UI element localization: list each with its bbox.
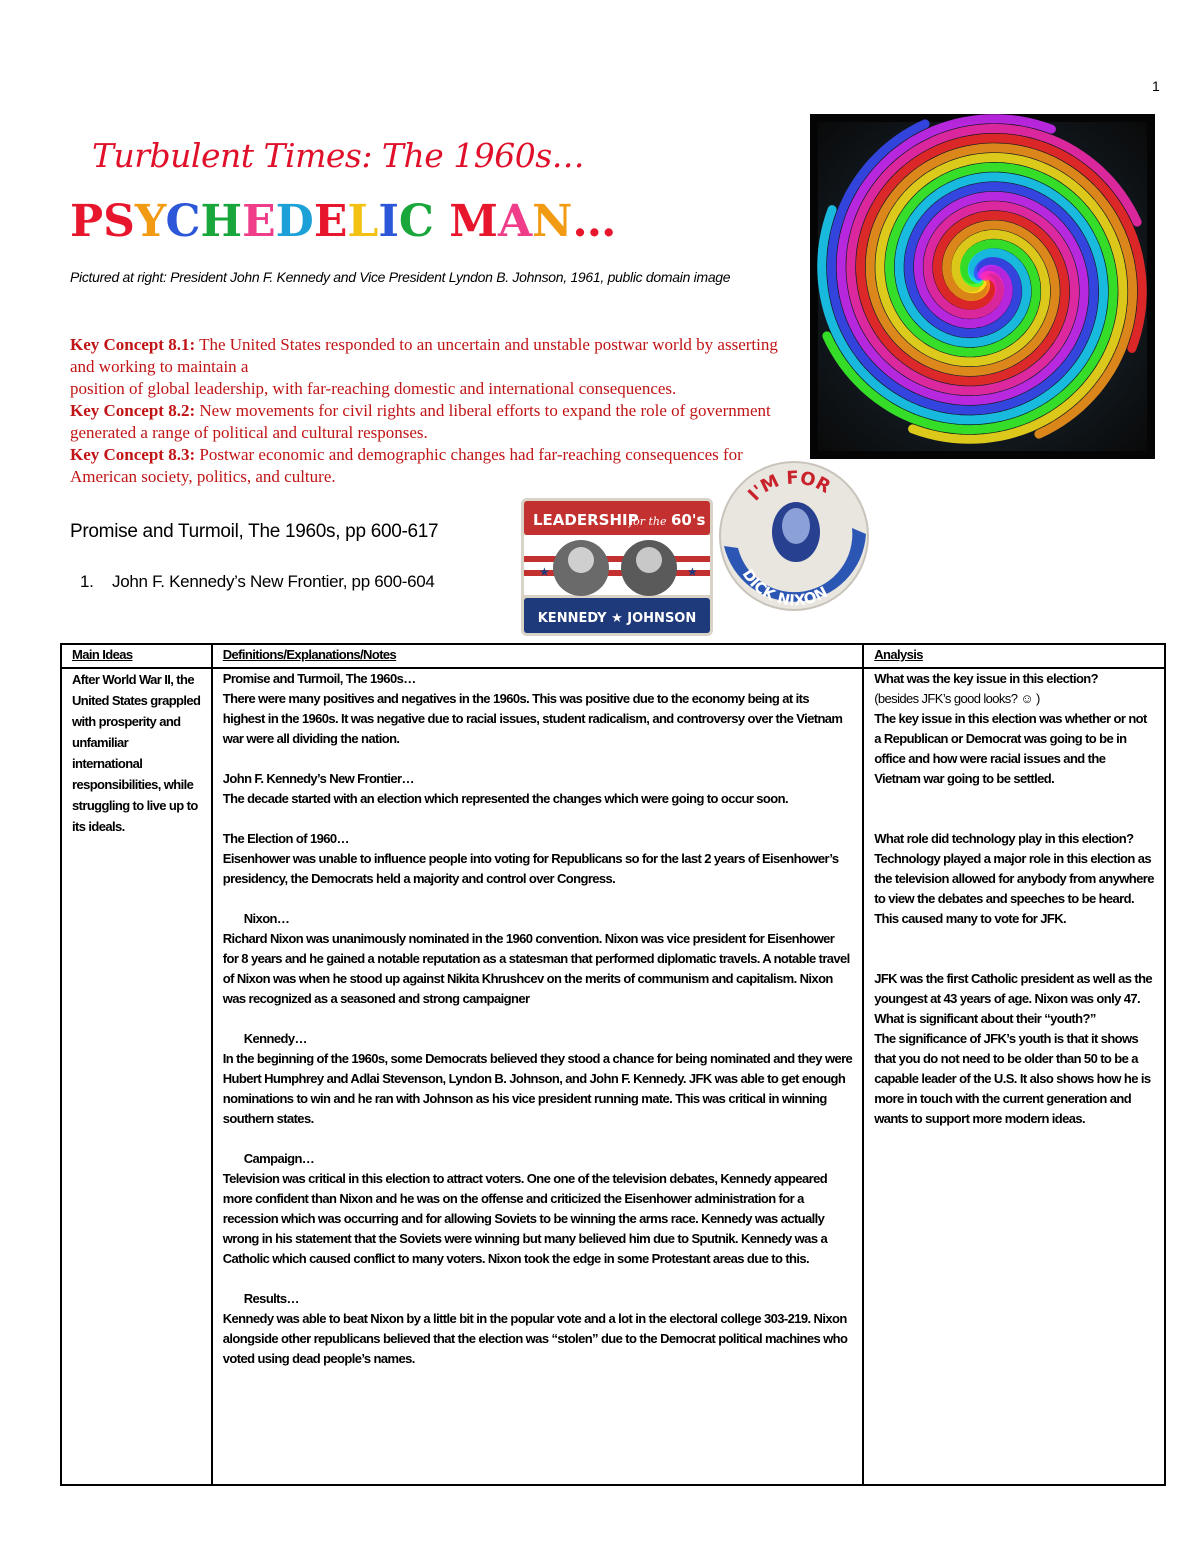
psychedelic-letter [434, 196, 449, 247]
analysis-question: What was the key issue in this election? [874, 671, 1098, 686]
note-heading: Promise and Turmoil, The 1960s… [222, 671, 416, 686]
section-heading: Promise and Turmoil, The 1960s, pp 600-617 [70, 521, 439, 542]
psychedelic-letter: L [347, 196, 379, 247]
analysis-answer: The significance of JFK’s youth is that it shows that you do not need to be older than 50 to be a capable leader of the U.S. It also shows how he is more in touch with the current generation and wants to support more modern ideas. [874, 1031, 1151, 1126]
psychedelic-letter: C [165, 196, 201, 247]
note-section [223, 909, 852, 1009]
poster-leadership-text: LEADERSHIP [533, 511, 639, 529]
psychedelic-letter: C [398, 196, 434, 247]
analysis-aside: (besides JFK’s good looks? ☺ ) [874, 691, 1040, 706]
psychedelic-letter: P [70, 196, 104, 247]
page-number: 1 [1152, 78, 1160, 94]
header-definitions: Definitions/Explanations/Notes [212, 644, 863, 668]
image-caption: Pictured at right: President John F. Kennedy and Vice President Lyndon B. Johnson, 1961, public domain image [70, 269, 731, 285]
note-heading: Campaign… [243, 1151, 315, 1166]
subsection-item: 1. John F. Kennedy’s New Frontier, pp 600-604 [80, 572, 435, 591]
note-section [223, 669, 852, 749]
analysis-question: What role did technology play in this election? [874, 831, 1134, 846]
notes-cell [212, 668, 863, 1485]
note-section [223, 1289, 852, 1369]
psychedelic-letter: … [572, 196, 617, 247]
note-heading: Results… [243, 1291, 299, 1306]
psychedelic-letter: A [497, 196, 533, 247]
analysis-answer: The key issue in this election was whether or not a Republican or Democrat was going to be in office and how were racial issues and the Vietnam war going to be settled. [874, 711, 1147, 786]
poster-60s-text: 60's [671, 511, 706, 529]
psychedelic-letter: M [449, 196, 498, 247]
svg-text:★: ★ [539, 565, 550, 579]
analysis-block [874, 829, 1154, 929]
poster-for-text: for the [629, 515, 667, 528]
header-main-ideas: Main Ideas [61, 644, 212, 668]
note-body: Television was critical in this election to attract voters. One one of the television debates, Kennedy appeared more confident than Nixon and he was on the offense and criticized the Eisenhower administration for a recession which was occurring and for allowing Soviets to be winning the arms race. Kennedy was actually wrong in his statement that the Soviets were winning but many believed him due to Sputnik. Kennedy was a Catholic which caused conflict to many voters. Nixon took the edge in some Protestant areas due to this. [222, 1171, 828, 1266]
analysis-block [874, 669, 1154, 789]
button-dick-nixon-text: DICK NIXON [738, 565, 831, 610]
psychedelic-letter: D [275, 196, 314, 247]
analysis-block [874, 969, 1154, 1129]
key-concepts [70, 334, 800, 488]
svg-text:★: ★ [687, 565, 698, 579]
table-header-row [61, 644, 1165, 668]
note-body: Eisenhower was unable to influence people into voting for Republicans so for the last 2 years of Eisenhower’s presidency, the Democrats held a majority and control over Congress. [222, 851, 839, 886]
note-body: In the beginning of the 1960s, some Democrats believed they stood a chance for being nominated and they were Hubert Humphrey and Adlai Stevenson, Lyndon B. Johnson, and John F. Kennedy. JFK was able to get enough nominations to win and he ran with Johnson as his vice president running mate. This was critical in winning southern states. [222, 1051, 853, 1126]
note-body: There were many positives and negatives in the 1960s. This was positive due to the economy being at its highest in the 1960s. It was negative due to racial issues, student radicalism, and controversy over the Vietnam war were all dividing the nation. [222, 691, 843, 746]
document-title: Turbulent Times: The 1960s… [92, 136, 585, 175]
psychedelic-letter: E [242, 196, 276, 247]
poster-kennedy-johnson-text: KENNEDY ★ JOHNSON [537, 611, 697, 626]
psychedelic-heading [70, 196, 616, 247]
note-heading: Kennedy… [243, 1031, 307, 1046]
psychedelic-letter: E [313, 196, 348, 247]
key-concept-3: Key Concept 8.3: Postwar economic and demographic changes had far-reaching consequences for American society, politics, and culture. [70, 445, 743, 486]
key-concept-1: Key Concept 8.1: The United States responded to an uncertain and unstable postwar world by asserting and working to maintain a position of global leadership, with far-reaching domestic and international consequences. [70, 335, 778, 398]
header-analysis: Analysis [863, 644, 1165, 668]
note-section [223, 829, 852, 889]
kennedy-johnson-poster [521, 498, 713, 636]
psychedelic-letter: H [200, 196, 243, 247]
note-body: The decade started with an election which represented the changes which were going to occur soon. [222, 791, 788, 806]
psychedelic-spiral-image [810, 114, 1155, 459]
button-im-for-text: I'M FOR [744, 467, 835, 506]
note-heading: Nixon… [243, 911, 290, 926]
note-body: Richard Nixon was unanimously nominated in the 1960 convention. Nixon was vice president for Eisenhower for 8 years and he gained a notable reputation as a statesman that performed diplomatic travels. A notable travel of Nixon was when he stood up against Nikita Khrushcev on the merits of communism and capitalism. Nixon was recognized as a seasoned and strong campaigner [222, 931, 850, 1006]
notes-table [60, 643, 1166, 1486]
note-heading: The Election of 1960… [222, 831, 349, 846]
note-section [223, 1029, 852, 1129]
analysis-answer: Technology played a major role in this election as the television allowed for anybody from anywhere to view the debates and speeches to be heard. This caused many to vote for JFK. [874, 851, 1154, 926]
note-section [223, 769, 852, 809]
note-body: Kennedy was able to beat Nixon by a little bit in the popular vote and a lot in the electoral college 303-219. Nixon alongside other republicans believed that the election was “stolen” due to the Democrat political machines who voted using dead people’s names. [222, 1311, 848, 1366]
main-idea-cell: After World War II, the United States grappled with prosperity and unfamiliar international responsibilities, while struggling to live up to its ideals. [61, 668, 212, 1485]
key-concept-2: Key Concept 8.2: New movements for civil rights and liberal efforts to expand the role of government generated a range of political and cultural responses. [70, 401, 771, 442]
analysis-question: JFK was the first Catholic president as well as the youngest at 43 years of age. Nixon was only 47. What is significant about their “youth?” [874, 971, 1153, 1026]
analysis-cell [863, 668, 1165, 1485]
psychedelic-letter: Y [134, 196, 166, 247]
nixon-campaign-button [716, 456, 872, 618]
psychedelic-letter: S [103, 196, 135, 247]
table-row [61, 668, 1165, 1485]
psychedelic-letter: I [378, 196, 399, 247]
note-section [223, 1149, 852, 1269]
psychedelic-letter: N [532, 196, 573, 247]
note-heading: John F. Kennedy’s New Frontier… [222, 771, 414, 786]
